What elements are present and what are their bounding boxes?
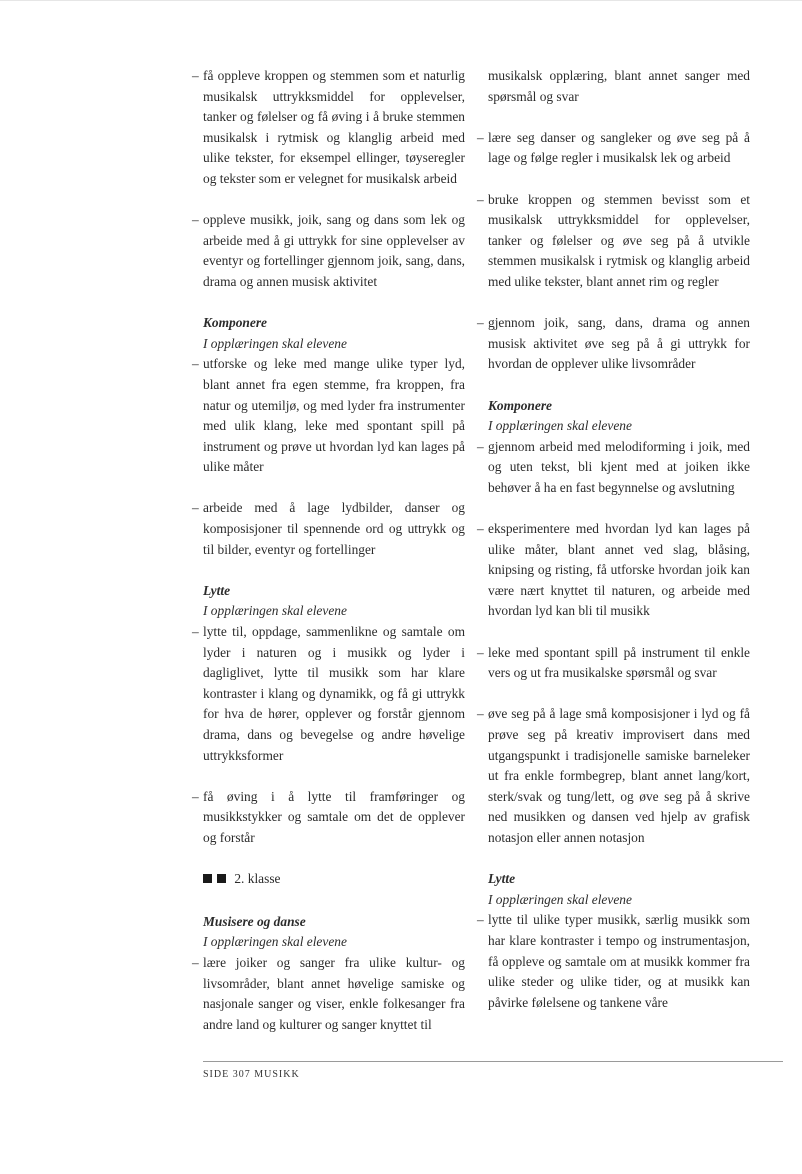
top-edge-line bbox=[0, 0, 802, 1]
section-subheading: I opplæringen skal elevene bbox=[488, 891, 632, 907]
list-item: – bruke kroppen og stemmen bevisst som et musikalsk uttrykksmiddel for opplevelser, tanker og følelser og øve seg på å utvikle stemmen musikalsk i rytmisk og klanglig arbeid med ulike tekster, blant annet rim og regler bbox=[477, 191, 750, 289]
section-heading-lytte: Lytte bbox=[203, 582, 231, 598]
list-item-continuation: musikalsk opplæring, blant annet sanger med spørsmål og svar bbox=[488, 68, 750, 104]
list-item: – lære joiker og sanger fra ulike kultur- og livsområder, blant annet høvelige samiske og nasjonale sanger og viser, enkle folkesanger fra andre land og kulturer og sanger knyttet til bbox=[192, 954, 465, 1032]
list-item: – eksperimentere med hvordan lyd kan lages på ulike måter, blant annet ved slag, blåsing, knipsing og risting, få utforske hvordan joik kan være nært knyttet til naturen, og arbeide med hvordan lyd kan bli til musikk bbox=[477, 521, 750, 619]
list-item: – utforske og leke med mange ulike typer lyd, blant annet fra egen stemme, fra kroppen, fra natur og utemiljø, og med lyder fra instrumenter med ulik klang, leke med spontant spill på instrument og prøve ut hvordan lyd kan lages på ulike måter bbox=[192, 356, 465, 475]
list-item: – gjennom arbeid med melodiforming i joik, med og uten tekst, bli kjent med at joiken ikke behøver å ha en fast begynnelse og avslutning bbox=[477, 438, 750, 495]
list-item: – få øving i å lytte til framføringer og musikkstykker og samtale om det de opplever og forstår bbox=[192, 788, 465, 845]
section-heading-komponere: Komponere bbox=[488, 397, 552, 413]
list-item: – gjennom joik, sang, dans, drama og annen musisk aktivitet øve seg på å gi uttrykk for hvordan de opplever ulike livsområder bbox=[477, 315, 750, 372]
square-bullet-icon bbox=[203, 874, 212, 883]
section-heading-lytte: Lytte bbox=[488, 871, 516, 887]
section-subheading: I opplæringen skal elevene bbox=[488, 418, 632, 434]
right-column bbox=[477, 66, 750, 1034]
section-heading-musisere: Musisere og danse bbox=[203, 913, 306, 929]
list-item: – lære seg danser og sangleker og øve seg på å lage og følge regler i musikalsk lek og arbeid bbox=[477, 129, 750, 166]
list-item: – leke med spontant spill på instrument til enkle vers og ut fra musikalske spørsmål og svar bbox=[477, 644, 750, 681]
section-heading-komponere: Komponere bbox=[203, 315, 267, 331]
list-item: – øve seg på å lage små komposisjoner i lyd og få prøve seg på kreativ improvisert dans med utgangspunkt i tradisjonelle samiske barneleker ut fra enkle formbegrep, blant annet lang/kort, sterk/svak og tung/lett, og øve seg på å skrive ned musikken og dansen ved hjelp av grafisk notasjon eller annen notasjon bbox=[477, 706, 750, 845]
section-subheading: I opplæringen skal elevene bbox=[203, 335, 347, 351]
grade-heading: 2. klasse bbox=[203, 869, 465, 890]
section-subheading: I opplæringen skal elevene bbox=[203, 934, 347, 950]
footer-divider bbox=[203, 1061, 783, 1062]
section-subheading: I opplæringen skal elevene bbox=[203, 603, 347, 619]
list-item: – lytte til, oppdage, sammenlikne og samtale om lyder i naturen og i musikk og lyder i dagliglivet, lytte til musikk som har klare kontraster i klang og dynamikk, og få gi uttrykk for hva de hører, opplever og forstår gjennom drama, dans og bevegelse og andre høvelige uttrykksformer bbox=[192, 624, 465, 763]
list-item: – lytte til ulike typer musikk, særlig musikk som har klare kontraster i tempo og instrumentasjon, få oppleve og samtale om at musikk kommer fra ulike steder og ulike tider, og at musikk kan påvirke følelsene og tankene våre bbox=[477, 912, 750, 1010]
list-item: – få oppleve kroppen og stemmen som et naturlig musikalsk uttrykksmiddel for opplevelser, tanker og følelser og få øving i å bruke stemmen musikalsk i rytmisk og klanglig arbeid med ulike tekster, for eksempel ellinger, tøyseregler og tekster som er velegnet for musikalsk arbeid bbox=[192, 68, 465, 186]
list-item: – oppleve musikk, joik, sang og dans som lek og arbeide med å gi uttrykk for sine opplevelser av eventyr og fortellinger gjennom joik, sang, dans, drama og annen musisk aktivitet bbox=[192, 212, 465, 289]
left-column bbox=[192, 66, 465, 1056]
list-item: – arbeide med å lage lydbilder, danser og komposisjoner til spennende ord og uttrykk og til bilder, eventyr og fortellinger bbox=[192, 500, 465, 557]
square-bullet-icon bbox=[217, 874, 226, 883]
page-footer: SIDE 307 MUSIKK bbox=[203, 1069, 300, 1080]
